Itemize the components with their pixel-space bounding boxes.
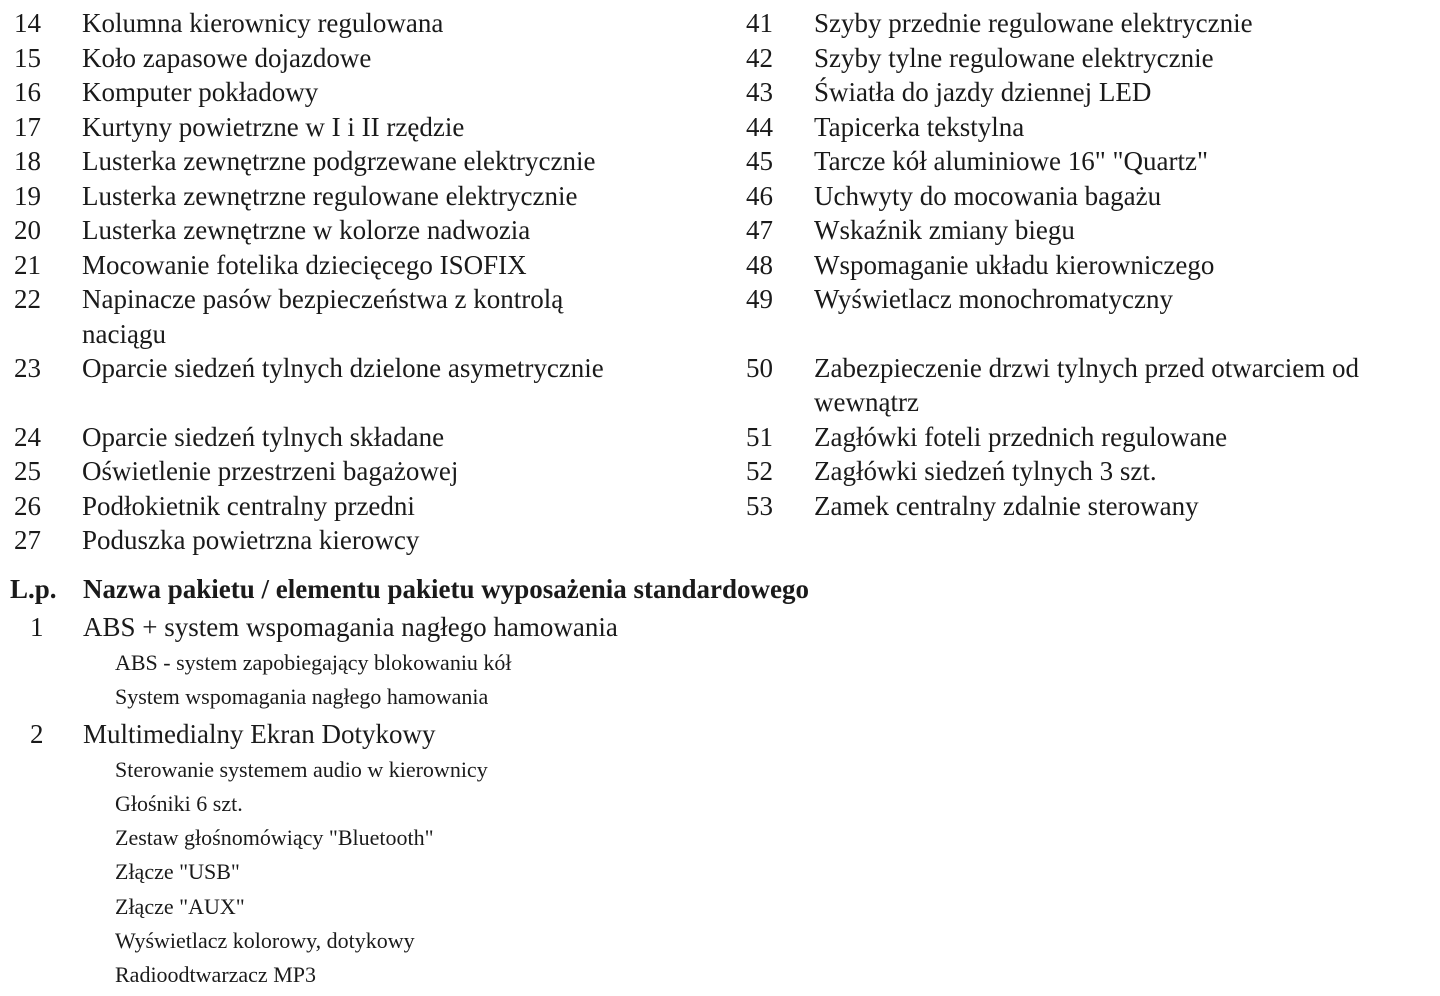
list-item: 25 Oświetlenie przestrzeni bagażowej <box>14 456 459 486</box>
package-item: 1 ABS + system wspomagania nagłego hamowania <box>10 608 1410 646</box>
list-item: 41 Szyby przednie regulowane elektrycznie <box>746 8 1253 38</box>
list-item: 17 Kurtyny powietrzne w I i II rzędzie <box>14 111 465 142</box>
list-item: 45 Tarcze kół aluminiowe 16" "Quartz" <box>746 146 1209 176</box>
package-table-header <box>10 570 1410 608</box>
package-title: ABS + system wspomagania nagłego hamowania <box>83 612 618 642</box>
package-element: Złącze "USB" <box>115 859 240 885</box>
list-item: 44 Tapicerka tekstylna <box>746 111 1025 142</box>
equipment-list-left <box>14 6 714 558</box>
list-item: 43 Światła do jazdy dziennej LED <box>746 77 1152 107</box>
list-item: 18 Lusterka zewnętrzne podgrzewane elektrycznie <box>14 146 596 176</box>
header-title: Nazwa pakietu / elementu pakietu wyposażenia standardowego <box>83 574 810 604</box>
package-element: ABS - system zapobiegający blokowaniu kół <box>115 650 512 675</box>
list-item: 52 Zagłówki siedzeń tylnych 3 szt. <box>746 456 1157 486</box>
package-element: System wspomagania nagłego hamowania <box>115 684 489 710</box>
list-item: 53 Zamek centralny zdalnie sterowany <box>746 490 1199 521</box>
package-element: Złącze "AUX" <box>115 893 245 919</box>
list-item: 47 Wskaźnik zmiany biegu <box>746 215 1075 245</box>
package-element: Radioodtwarzacz MP3 <box>115 962 316 988</box>
list-item: 26 Podłokietnik centralny przedni <box>14 490 415 521</box>
package-title: Multimedialny Ekran Dotykowy <box>83 718 436 749</box>
list-item: 51 Zagłówki foteli przednich regulowane <box>746 421 1228 452</box>
list-item: 50 Zabezpieczenie drzwi tylnych przed otwarciem od wewnątrz <box>746 352 1359 417</box>
list-item: 24 Oparcie siedzeń tylnych składane <box>14 421 445 452</box>
header-lp: L.p. <box>10 574 57 604</box>
list-item: 42 Szyby tylne regulowane elektrycznie <box>746 42 1214 73</box>
list-item: 46 Uchwyty do mocowania bagażu <box>746 180 1162 211</box>
package-element: Głośniki 6 szt. <box>115 790 243 816</box>
list-item: 48 Wspomaganie układu kierowniczego <box>746 249 1215 280</box>
package-element: Sterowanie systemem audio w kierownicy <box>115 756 488 782</box>
list-item: 23 Oparcie siedzeń tylnych dzielone asymetrycznie <box>14 353 604 383</box>
package-item: 2 Multimedialny Ekran Dotykowy <box>10 715 1410 753</box>
list-item: 49 Wyświetlacz monochromatyczny <box>746 284 1173 314</box>
list-item: 20 Lusterka zewnętrzne w kolorze nadwozia <box>14 215 531 245</box>
list-item: 27 Poduszka powietrzna kierowcy <box>14 525 420 555</box>
list-item: 16 Komputer pokładowy <box>14 77 319 107</box>
list-item: 15 Koło zapasowe dojazdowe <box>14 42 372 73</box>
list-item: 19 Lusterka zewnętrzne regulowane elektrycznie <box>14 180 578 211</box>
list-item: 14 Kolumna kierownicy regulowana <box>14 8 444 38</box>
package-element: Zestaw głośnomówiący "Bluetooth" <box>115 825 434 851</box>
package-table <box>10 570 1410 993</box>
equipment-list-right <box>746 6 1436 523</box>
list-item: 21 Mocowanie fotelika dziecięcego ISOFIX <box>14 249 527 280</box>
list-item: 22 Napinacze pasów bezpieczeństwa z kontrolą naciągu <box>14 284 564 349</box>
package-element: Wyświetlacz kolorowy, dotykowy <box>115 928 415 954</box>
